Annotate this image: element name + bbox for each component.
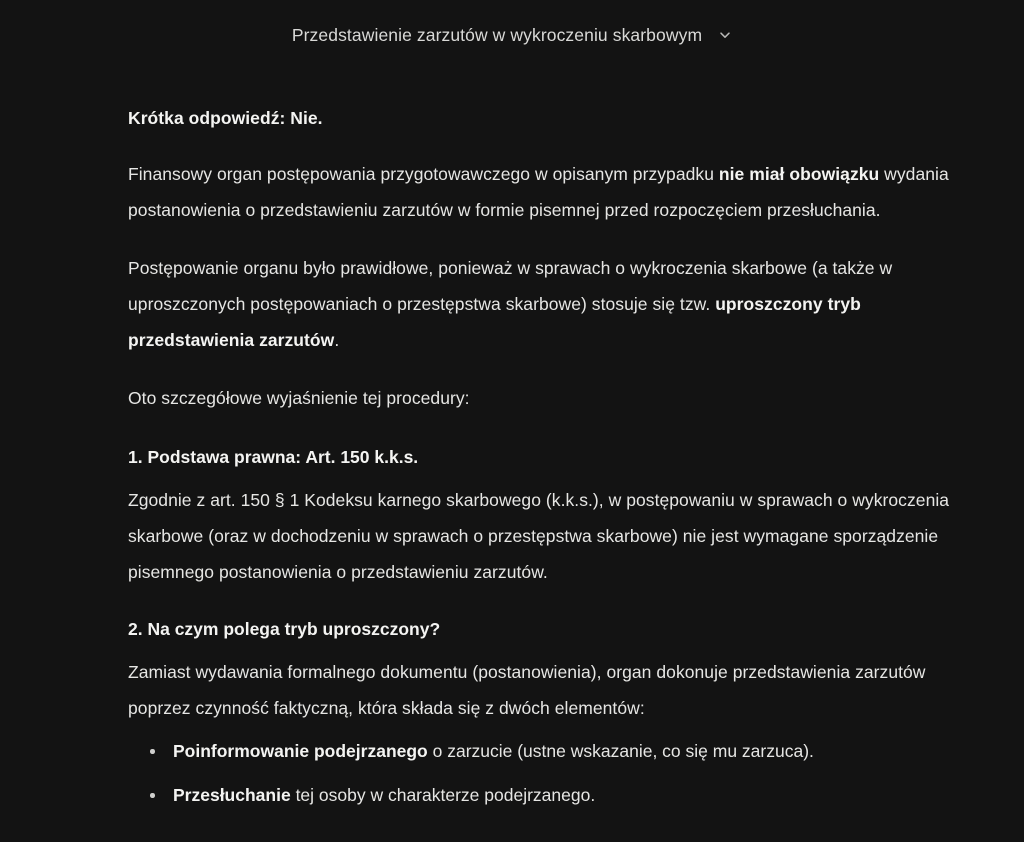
conversation-header — [0, 0, 1024, 70]
bullet-2-bold: Przesłuchanie — [173, 785, 291, 805]
section-2-body: Zamiast wydawania formalnego dokumentu (postanowienia), organ dokonuje przedstawienia zarzutów poprzez czynność faktyczną, która składa się z dwóch elementów: — [128, 662, 926, 718]
paragraph-2-after: . — [334, 330, 340, 350]
paragraph-2 — [128, 250, 978, 358]
paragraph-1-after: wydania postanowienia o przedstawieniu zarzutów w formie pisemnej przed rozpoczęciem przesłuchania. — [128, 164, 949, 220]
bullet-2-text — [173, 785, 595, 805]
short-answer-text: Krótka odpowiedź: Nie. — [128, 108, 323, 128]
bullet-2-rest: tej osoby w charakterze podejrzanego. — [290, 785, 596, 805]
list-intro-paragraph: Oto szczegółowe wyjaśnienie tej procedury: — [128, 388, 470, 408]
short-answer-line — [128, 100, 978, 136]
assistant-message — [0, 100, 1024, 810]
page-title: Przedstawienie zarzutów w wykroczeniu skarbowym — [291, 24, 703, 45]
paragraph-1-bold: nie miał obowiązku — [718, 164, 880, 184]
paragraph-2-bold: uproszczony tryb przedstawienia zarzutów — [128, 294, 861, 350]
paragraph-1 — [128, 156, 978, 228]
conversation-title-dropdown[interactable] — [284, 21, 740, 50]
paragraph-2-before: Postępowanie organu było prawidłowe, ponieważ w sprawach o wykroczenia skarbowe (a także w uproszczonych postępowaniach o przestępstwa skarbowe) stosuje się tzw. — [128, 258, 893, 314]
section-1-body: Zgodnie z art. 150 § 1 Kodeksu karnego skarbowego (k.k.s.), w postępowaniu w sprawach o wykroczenia skarbowe (oraz w dochodzeniu w sprawach o przestępstwa skarbowe) nie jest wymagane sporządzenie pisemnego postanowienia o przedstawieniu zarzutów. — [128, 490, 950, 582]
list-item — [128, 736, 978, 766]
section-2-heading: 2. Na czym polega tryb uproszczony? — [128, 619, 441, 639]
procedure-bullet-list — [128, 736, 978, 810]
bullet-1-rest: o zarzucie (ustne wskazanie, co się mu zarzuca). — [427, 741, 814, 761]
chevron-down-icon[interactable] — [718, 28, 732, 42]
paragraph-1-before: Finansowy organ postępowania przygotowawczego w opisanym przypadku — [128, 164, 719, 184]
bullet-1-text — [173, 741, 814, 761]
bullet-1-bold: Poinformowanie podejrzanego — [173, 741, 428, 761]
section-1-heading: 1. Podstawa prawna: Art. 150 k.k.s. — [128, 447, 419, 467]
list-item — [128, 780, 978, 810]
